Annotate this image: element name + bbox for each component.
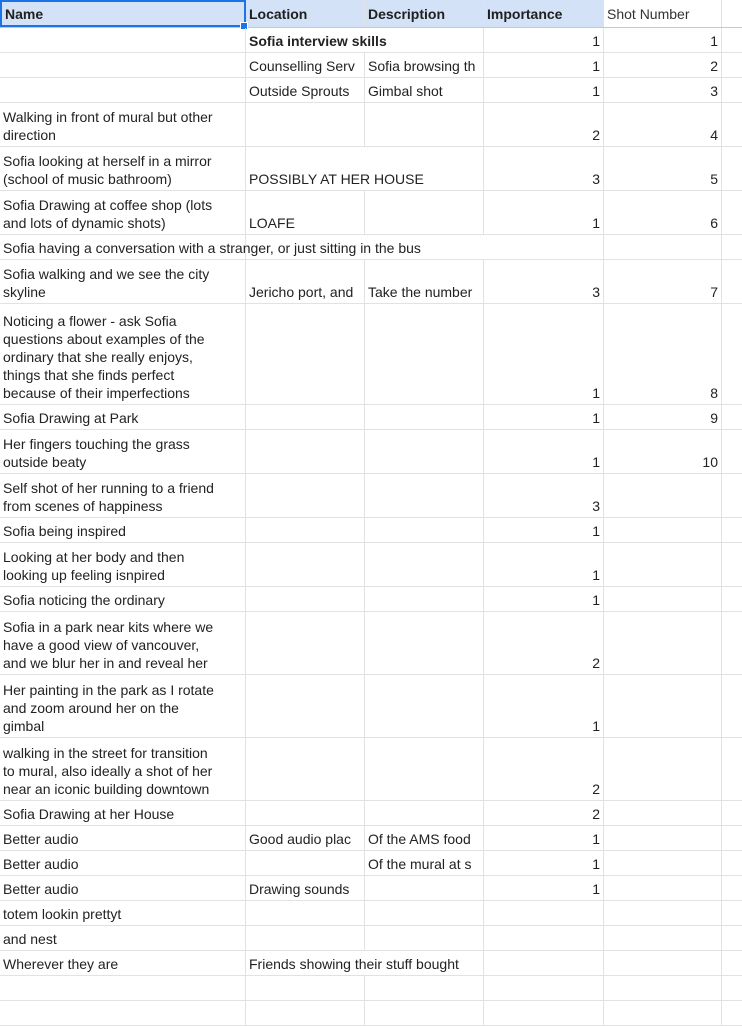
name-cell[interactable] bbox=[0, 1001, 246, 1025]
location-cell[interactable] bbox=[246, 1001, 365, 1025]
empty-cell[interactable] bbox=[722, 304, 742, 404]
description-cell[interactable] bbox=[365, 738, 484, 800]
importance-cell[interactable]: 1 bbox=[484, 876, 604, 900]
shot-number-cell[interactable] bbox=[604, 851, 722, 875]
location-cell[interactable] bbox=[246, 976, 365, 1000]
importance-cell[interactable]: 3 bbox=[484, 474, 604, 517]
table-row bbox=[0, 191, 742, 235]
empty-cell[interactable] bbox=[722, 405, 742, 429]
table-row bbox=[0, 976, 742, 1001]
location-cell[interactable] bbox=[246, 587, 365, 611]
description-cell[interactable] bbox=[365, 191, 484, 234]
importance-cell[interactable]: 2 bbox=[484, 612, 604, 674]
name-cell[interactable]: Sofia being inspired bbox=[0, 518, 246, 542]
description-cell[interactable] bbox=[365, 405, 484, 429]
location-cell[interactable]: Outside Sprouts bbox=[246, 78, 365, 102]
importance-cell[interactable]: 2 bbox=[484, 103, 604, 146]
shot-number-cell[interactable] bbox=[604, 876, 722, 900]
table-row bbox=[0, 612, 742, 675]
description-cell[interactable]: Gimbal shot bbox=[365, 78, 484, 102]
name-line: Sofia looking at herself in a mirror bbox=[3, 153, 212, 169]
importance-cell[interactable]: 2 bbox=[484, 801, 604, 825]
table-row bbox=[0, 951, 742, 976]
importance-cell[interactable]: 3 bbox=[484, 147, 604, 190]
shot-number-cell[interactable]: 2 bbox=[604, 53, 722, 77]
header-location[interactable]: Location bbox=[246, 0, 365, 27]
description-cell[interactable]: Of the AMS food bbox=[365, 826, 484, 850]
name-line: questions about examples of the bbox=[3, 331, 205, 347]
description-cell[interactable] bbox=[365, 103, 484, 146]
name-line: near an iconic building downtown bbox=[3, 781, 210, 797]
name-line: Looking at her body and then bbox=[3, 549, 185, 565]
table-row bbox=[0, 260, 742, 304]
table-row bbox=[0, 103, 742, 147]
importance-cell[interactable] bbox=[484, 901, 604, 925]
importance-cell[interactable]: 1 bbox=[484, 826, 604, 850]
header-shot-number[interactable]: Shot Number bbox=[604, 0, 722, 27]
importance-cell[interactable] bbox=[484, 1001, 604, 1025]
description-cell[interactable] bbox=[365, 587, 484, 611]
empty-cell[interactable] bbox=[722, 826, 742, 850]
name-line: because of their imperfections bbox=[3, 385, 190, 401]
importance-cell[interactable]: 1 bbox=[484, 405, 604, 429]
location-cell[interactable] bbox=[246, 901, 365, 925]
header-description[interactable]: Description bbox=[365, 0, 484, 27]
description-cell[interactable] bbox=[365, 474, 484, 517]
empty-cell[interactable] bbox=[722, 876, 742, 900]
name-line: and we blur her in and reveal her bbox=[3, 655, 208, 671]
name-cell[interactable] bbox=[0, 304, 246, 404]
description-cell[interactable] bbox=[365, 675, 484, 737]
name-cell[interactable]: Sofia noticing the ordinary bbox=[0, 587, 246, 611]
location-cell[interactable]: POSSIBLY AT HER HOUSE bbox=[249, 171, 424, 187]
description-cell[interactable] bbox=[365, 1001, 484, 1025]
name-line: Her fingers touching the grass bbox=[3, 436, 190, 452]
name-cell[interactable] bbox=[0, 53, 246, 77]
description-cell[interactable] bbox=[365, 518, 484, 542]
name-cell[interactable]: Sofia Drawing at Park bbox=[0, 405, 246, 429]
name-cell[interactable]: Better audio bbox=[0, 826, 246, 850]
empty-cell[interactable] bbox=[722, 78, 742, 102]
importance-cell[interactable]: 1 bbox=[484, 543, 604, 586]
location-cell[interactable] bbox=[246, 304, 365, 404]
table-row bbox=[0, 926, 742, 951]
empty-cell[interactable] bbox=[722, 430, 742, 473]
shot-number-cell[interactable]: 1 bbox=[604, 28, 722, 52]
name-line: have a good view of vancouver, bbox=[3, 637, 200, 653]
location-cell[interactable] bbox=[246, 926, 365, 950]
name-line: gimbal bbox=[3, 718, 45, 734]
importance-cell[interactable]: 1 bbox=[484, 304, 604, 404]
shot-number-cell[interactable] bbox=[604, 518, 722, 542]
description-cell[interactable] bbox=[365, 926, 484, 950]
empty-cell[interactable] bbox=[722, 926, 742, 950]
name-cell[interactable] bbox=[0, 78, 246, 102]
name-line: and zoom around her on the bbox=[3, 700, 179, 716]
header-row bbox=[0, 0, 742, 28]
name-line: Walking in front of mural but other bbox=[3, 109, 213, 125]
description-cell[interactable] bbox=[365, 876, 484, 900]
header-importance[interactable]: Importance bbox=[484, 0, 604, 27]
location-cell[interactable] bbox=[246, 430, 365, 473]
name-cell[interactable] bbox=[0, 976, 246, 1000]
table-row bbox=[0, 876, 742, 901]
importance-cell[interactable]: 1 bbox=[484, 78, 604, 102]
name-line: walking in the street for transition bbox=[3, 745, 208, 761]
name-cell[interactable] bbox=[0, 430, 246, 473]
empty-cell[interactable] bbox=[722, 260, 742, 303]
empty-cell[interactable] bbox=[722, 951, 742, 975]
name-cell[interactable]: Sofia Drawing at her House bbox=[0, 801, 246, 825]
table-row bbox=[0, 28, 742, 53]
location-cell[interactable] bbox=[246, 851, 365, 875]
empty-cell[interactable] bbox=[722, 976, 742, 1000]
table-row bbox=[0, 901, 742, 926]
importance-cell[interactable]: 1 bbox=[484, 675, 604, 737]
table-row bbox=[0, 235, 742, 260]
name-cell[interactable]: and nest bbox=[0, 926, 246, 950]
description-cell[interactable] bbox=[365, 304, 484, 404]
empty-cell[interactable] bbox=[722, 28, 742, 52]
table-row bbox=[0, 474, 742, 518]
shot-number-cell[interactable] bbox=[604, 926, 722, 950]
name-line: Sofia walking and we see the city bbox=[3, 266, 210, 282]
name-cell[interactable] bbox=[0, 260, 246, 303]
empty-cell[interactable] bbox=[722, 191, 742, 234]
name-line: (school of music bathroom) bbox=[3, 171, 172, 187]
shot-number-cell[interactable] bbox=[604, 543, 722, 586]
empty-cell[interactable] bbox=[722, 518, 742, 542]
location-cell[interactable] bbox=[246, 612, 365, 674]
empty-cell[interactable] bbox=[722, 587, 742, 611]
table-row bbox=[0, 675, 742, 738]
description-cell[interactable]: Sofia browsing th bbox=[365, 53, 484, 77]
shot-number-cell[interactable] bbox=[604, 612, 722, 674]
importance-cell[interactable] bbox=[484, 926, 604, 950]
table-row bbox=[0, 405, 742, 430]
header-name[interactable]: Name bbox=[0, 0, 246, 27]
name-cell[interactable] bbox=[0, 474, 246, 517]
name-line: Sofia in a park near kits where we bbox=[3, 619, 214, 635]
shot-number-cell[interactable] bbox=[604, 976, 722, 1000]
location-cell[interactable] bbox=[246, 543, 365, 586]
name-cell[interactable]: Better audio bbox=[0, 876, 246, 900]
name-line: from scenes of happiness bbox=[3, 498, 163, 514]
location-cell[interactable] bbox=[246, 405, 365, 429]
table-row bbox=[0, 304, 742, 405]
shot-number-cell[interactable] bbox=[604, 1001, 722, 1025]
description-cell[interactable] bbox=[365, 801, 484, 825]
table-row bbox=[0, 826, 742, 851]
name-cell[interactable]: Wherever they are bbox=[0, 951, 246, 975]
importance-cell[interactable]: 1 bbox=[484, 28, 604, 52]
table-row bbox=[0, 801, 742, 826]
name-line: Self shot of her running to a friend bbox=[3, 480, 214, 496]
table-row bbox=[0, 543, 742, 587]
importance-cell[interactable]: 1 bbox=[484, 587, 604, 611]
empty-cell[interactable] bbox=[722, 235, 742, 259]
name-line: to mural, also ideally a shot of her bbox=[3, 763, 213, 779]
shot-number-cell[interactable] bbox=[604, 951, 722, 975]
table-row bbox=[0, 1001, 742, 1026]
table-row bbox=[0, 53, 742, 78]
empty-cell[interactable] bbox=[722, 612, 742, 674]
location-cell[interactable] bbox=[246, 518, 365, 542]
table-row bbox=[0, 587, 742, 612]
header-empty[interactable] bbox=[722, 0, 742, 27]
name-line: things that she finds perfect bbox=[3, 367, 175, 383]
location-cell[interactable]: Drawing sounds bbox=[246, 876, 365, 900]
name-cell[interactable]: Better audio bbox=[0, 851, 246, 875]
name-cell[interactable] bbox=[0, 675, 246, 737]
location-cell[interactable] bbox=[246, 474, 365, 517]
location-cell[interactable]: Sofia interview skills bbox=[249, 33, 387, 49]
table-row bbox=[0, 430, 742, 474]
name-cell[interactable] bbox=[0, 147, 246, 190]
shot-number-cell[interactable] bbox=[604, 235, 722, 259]
empty-cell[interactable] bbox=[722, 1001, 742, 1025]
name-cell[interactable]: Sofia having a conversation with a stranger, or just sitting in the bus bbox=[0, 235, 246, 259]
name-line: Noticing a flower - ask Sofia bbox=[3, 313, 177, 329]
location-cell[interactable]: Friends showing their stuff bought bbox=[249, 956, 459, 972]
empty-cell[interactable] bbox=[722, 103, 742, 146]
name-line: ordinary that she really enjoys, bbox=[3, 349, 193, 365]
description-cell[interactable] bbox=[365, 430, 484, 473]
empty-cell[interactable] bbox=[722, 901, 742, 925]
name-line: Sofia Drawing at coffee shop (lots bbox=[3, 197, 213, 213]
shot-number-cell[interactable] bbox=[604, 587, 722, 611]
importance-cell[interactable] bbox=[484, 951, 604, 975]
importance-cell[interactable]: 1 bbox=[484, 518, 604, 542]
description-cell[interactable] bbox=[365, 543, 484, 586]
location-cell[interactable] bbox=[246, 103, 365, 146]
shot-number-cell[interactable] bbox=[604, 826, 722, 850]
empty-cell[interactable] bbox=[722, 675, 742, 737]
shot-number-cell[interactable]: 3 bbox=[604, 78, 722, 102]
importance-cell[interactable]: 1 bbox=[484, 851, 604, 875]
shot-number-cell[interactable] bbox=[604, 901, 722, 925]
shot-number-cell[interactable] bbox=[604, 675, 722, 737]
shot-number-cell[interactable]: 5 bbox=[604, 147, 722, 190]
table-row bbox=[0, 78, 742, 103]
importance-cell[interactable]: 2 bbox=[484, 738, 604, 800]
empty-cell[interactable] bbox=[722, 738, 742, 800]
name-cell[interactable] bbox=[0, 103, 246, 146]
shot-number-cell[interactable]: 7 bbox=[604, 260, 722, 303]
shot-number-cell[interactable]: 4 bbox=[604, 103, 722, 146]
empty-cell[interactable] bbox=[722, 474, 742, 517]
location-cell[interactable] bbox=[246, 675, 365, 737]
shot-number-cell[interactable]: 6 bbox=[604, 191, 722, 234]
name-cell[interactable] bbox=[0, 191, 246, 234]
name-cell[interactable]: totem lookin prettyt bbox=[0, 901, 246, 925]
shot-number-cell[interactable] bbox=[604, 738, 722, 800]
name-line: looking up feeling isnpired bbox=[3, 567, 165, 583]
table-row bbox=[0, 147, 742, 191]
shot-number-cell[interactable] bbox=[604, 801, 722, 825]
importance-cell[interactable] bbox=[484, 235, 604, 259]
name-cell[interactable] bbox=[0, 738, 246, 800]
name-line: skyline bbox=[3, 284, 46, 300]
location-cell[interactable]: LOAFE bbox=[246, 191, 365, 234]
importance-cell[interactable]: 3 bbox=[484, 260, 604, 303]
location-cell[interactable]: Good audio plac bbox=[246, 826, 365, 850]
shot-number-cell[interactable]: 10 bbox=[604, 430, 722, 473]
empty-cell[interactable] bbox=[722, 53, 742, 77]
importance-cell[interactable]: 1 bbox=[484, 191, 604, 234]
description-cell[interactable] bbox=[365, 901, 484, 925]
table-row bbox=[0, 851, 742, 876]
location-cell[interactable] bbox=[246, 801, 365, 825]
shot-number-cell[interactable]: 8 bbox=[604, 304, 722, 404]
table-row bbox=[0, 518, 742, 543]
importance-cell[interactable]: 1 bbox=[484, 53, 604, 77]
location-cell[interactable]: Counselling Serv bbox=[246, 53, 365, 77]
name-line: and lots of dynamic shots) bbox=[3, 215, 166, 231]
empty-cell[interactable] bbox=[722, 147, 742, 190]
name-cell[interactable] bbox=[0, 543, 246, 586]
description-cell[interactable] bbox=[365, 612, 484, 674]
name-cell[interactable] bbox=[0, 612, 246, 674]
description-cell[interactable] bbox=[365, 976, 484, 1000]
empty-cell[interactable] bbox=[722, 851, 742, 875]
name-line: outside beaty bbox=[3, 454, 87, 470]
empty-cell[interactable] bbox=[722, 801, 742, 825]
name-cell[interactable] bbox=[0, 28, 246, 52]
location-cell[interactable] bbox=[246, 738, 365, 800]
name-line: Her painting in the park as I rotate bbox=[3, 682, 214, 698]
importance-cell[interactable] bbox=[484, 976, 604, 1000]
shot-number-cell[interactable]: 9 bbox=[604, 405, 722, 429]
table-row bbox=[0, 738, 742, 801]
shot-number-cell[interactable] bbox=[604, 474, 722, 517]
name-line: direction bbox=[3, 127, 56, 143]
description-cell[interactable]: Take the number bbox=[365, 260, 484, 303]
location-cell[interactable]: Jericho port, and bbox=[246, 260, 365, 303]
importance-cell[interactable]: 1 bbox=[484, 430, 604, 473]
empty-cell[interactable] bbox=[722, 543, 742, 586]
description-cell[interactable]: Of the mural at s bbox=[365, 851, 484, 875]
